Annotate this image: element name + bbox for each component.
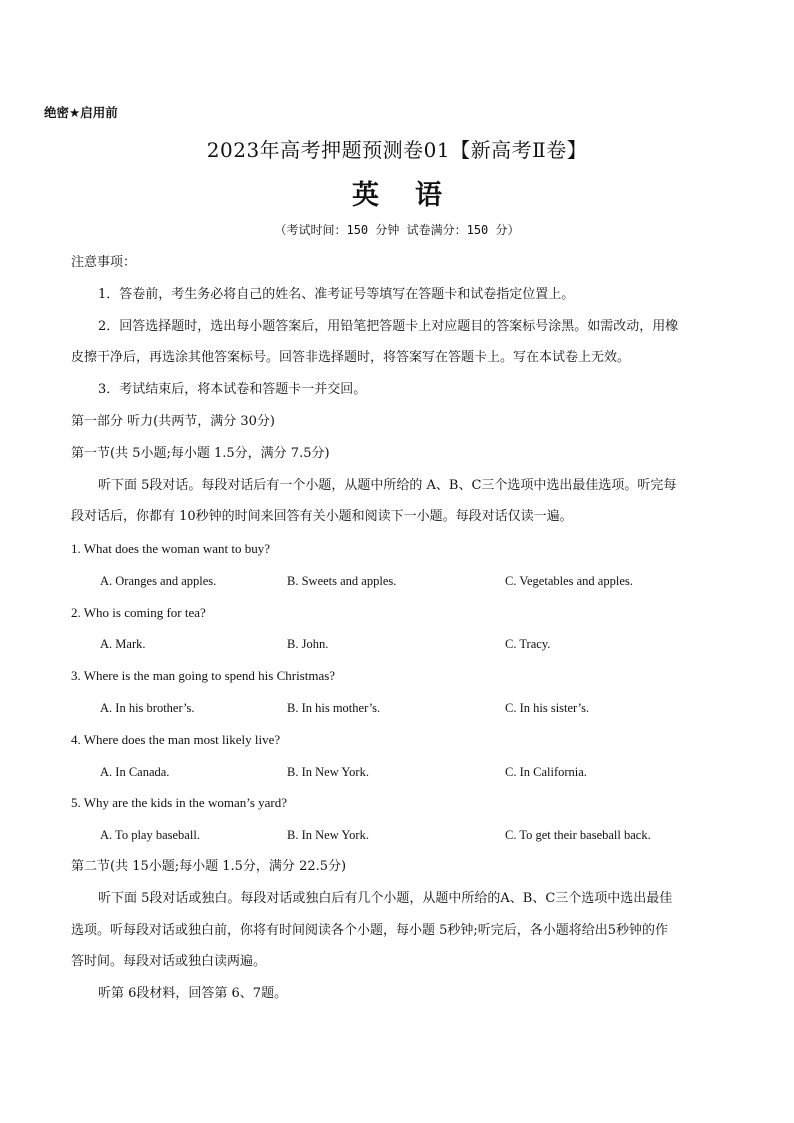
note-3: 3．考试结束后，将本试卷和答题卡一并交回。	[98, 382, 367, 397]
q4-option-c: C. In California.	[505, 765, 587, 779]
question-5: 5. Why are the kids in the woman’s yard?	[71, 795, 288, 810]
notes-heading: 注意事项：	[71, 255, 137, 270]
part1-heading: 第一部分 听力(共两节，满分 30分)	[71, 414, 275, 429]
q4-option-b: B. In New York.	[287, 765, 369, 779]
material-6-instruction: 听第 6段材料，回答第 6、7题。	[98, 986, 288, 1001]
question-3: 3. Where is the man going to spend his Christmas?	[71, 668, 336, 683]
q4-option-a: A. In Canada.	[100, 765, 170, 779]
confidential-label: 绝密★启用前	[44, 105, 118, 120]
question-4: 4. Where does the man most likely live?	[71, 732, 281, 747]
section1-instruction-1: 听下面 5段对话。每段对话后有一个小题，从题中所给的 A、B、C三个选项中选出最佳选项。听完每	[98, 478, 677, 493]
q2-option-c: C. Tracy.	[505, 637, 551, 651]
section2-heading: 第二节(共 15小题;每小题 1.5分，满分 22.5分)	[71, 859, 347, 874]
q1-option-a: A. Oranges and apples.	[100, 574, 217, 588]
subject-title	[0, 173, 794, 212]
section2-instruction-2: 选项。听每段对话或独白前，你将有时间阅读各个小题，每小题 5秒钟;听完后，各小题将给出5秒钟的作	[71, 923, 669, 938]
q1-option-c: C. Vegetables and apples.	[505, 574, 633, 588]
exam-title: 2023年高考押题预测卷01【新高考Ⅱ卷】	[206, 138, 588, 162]
q5-option-c: C. To get their baseball back.	[505, 828, 651, 842]
q2-option-b: B. John.	[287, 637, 329, 651]
section2-instruction-1: 听下面 5段对话或独白。每段对话或独白后有几个小题，从题中所给的A、B、C三个选项中选出最佳	[98, 891, 673, 906]
exam-info: （考试时间：150 分钟 试卷满分：150 分）	[274, 223, 520, 237]
q1-option-b: B. Sweets and apples.	[287, 574, 397, 588]
question-2: 2. Who is coming for tea?	[71, 605, 206, 620]
q5-option-b: B. In New York.	[287, 828, 369, 842]
q2-option-a: A. Mark.	[100, 637, 146, 651]
q3-option-c: C. In his sister’s.	[505, 701, 590, 715]
section2-instruction-3: 答时间。每段对话或独白读两遍。	[71, 954, 267, 969]
subject-char-2: 语	[415, 180, 442, 211]
section1-instruction-2: 段对话后，你都有 10秒钟的时间来回答有关小题和阅读下一小题。每段对话仅读一遍。	[71, 509, 573, 524]
note-1: 1．答卷前，考生务必将自己的姓名、准考证号等填写在答题卡和试卷指定位置上。	[98, 287, 575, 302]
q3-option-b: B. In his mother’s.	[287, 701, 381, 715]
question-1: 1. What does the woman want to buy?	[71, 541, 271, 556]
note-2-line-1: 2．回答选择题时，选出每小题答案后，用铅笔把答题卡上对应题目的答案标号涂黑。如需改动，用橡	[98, 319, 679, 334]
q3-option-a: A. In his brother’s.	[100, 701, 195, 715]
q5-option-a: A. To play baseball.	[100, 828, 200, 842]
note-2-line-2: 皮擦干净后，再选涂其他答案标号。回答非选择题时，将答案写在答题卡上。写在本试卷上无效。	[71, 350, 631, 365]
section1-heading: 第一节(共 5小题;每小题 1.5分，满分 7.5分)	[71, 446, 330, 461]
subject-char-1: 英	[352, 180, 379, 211]
